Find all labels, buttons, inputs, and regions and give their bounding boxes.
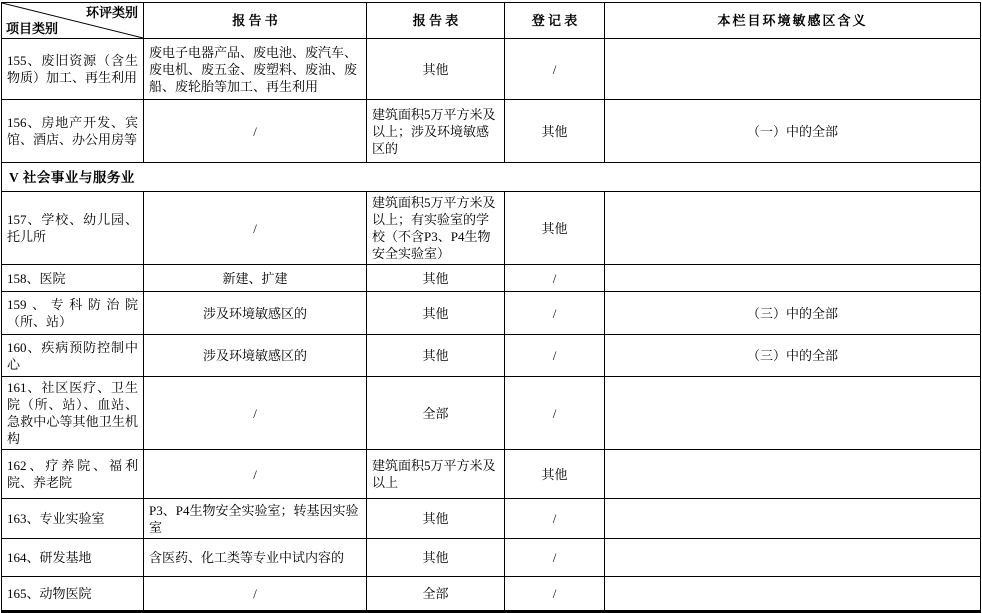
cell-category: 163、专业实验室 bbox=[2, 499, 144, 539]
cell-sensitive-area bbox=[605, 265, 981, 292]
cell-report-book: P3、P4生物安全实验室；转基因实验室 bbox=[144, 499, 367, 539]
section-header-label: V 社会事业与服务业 bbox=[2, 163, 981, 192]
cell-registration-form: 其他 bbox=[505, 100, 605, 163]
table-row bbox=[2, 100, 981, 163]
cell-category: 162、疗养院、福利院、养老院 bbox=[2, 450, 144, 499]
cell-report-book: / bbox=[144, 192, 367, 265]
table-row bbox=[2, 499, 981, 539]
cell-report-form: 其他 bbox=[367, 335, 505, 377]
cell-report-form: 其他 bbox=[367, 292, 505, 335]
cell-report-form: 建筑面积5万平方米及以上；涉及环境敏感区的 bbox=[367, 100, 505, 163]
cell-category: 165、动物医院 bbox=[2, 577, 144, 612]
cell-sensitive-area: （三）中的全部 bbox=[605, 292, 981, 335]
table-row bbox=[2, 377, 981, 450]
table-row bbox=[2, 192, 981, 265]
header-eia-category-label: 环评类别 bbox=[85, 5, 138, 20]
header-registration-form: 登 记 表 bbox=[505, 3, 605, 39]
table-row bbox=[2, 539, 981, 577]
cell-report-form: 建筑面积5万平方米及以上 bbox=[367, 450, 505, 499]
cell-registration-form: / bbox=[505, 577, 605, 612]
eia-category-table bbox=[1, 2, 981, 613]
cell-category: 155、废旧资源（含生物质）加工、再生利用 bbox=[2, 39, 144, 100]
cell-category: 157、学校、幼儿园、托儿所 bbox=[2, 192, 144, 265]
cell-registration-form: 其他 bbox=[505, 450, 605, 499]
table-row bbox=[2, 292, 981, 335]
cell-sensitive-area: （一）中的全部 bbox=[605, 100, 981, 163]
table-header-row bbox=[2, 3, 981, 39]
cell-report-form: 其他 bbox=[367, 539, 505, 577]
cell-report-form: 其他 bbox=[367, 265, 505, 292]
table-row bbox=[2, 335, 981, 377]
cell-registration-form: / bbox=[505, 499, 605, 539]
cell-report-form: 建筑面积5万平方米及以上；有实验室的学校（不含P3、P4生物安全实验室） bbox=[367, 192, 505, 265]
table-body bbox=[2, 39, 981, 612]
cell-category: 158、医院 bbox=[2, 265, 144, 292]
cell-report-form: 全部 bbox=[367, 577, 505, 612]
cell-category: 164、研发基地 bbox=[2, 539, 144, 577]
cell-report-book: / bbox=[144, 100, 367, 163]
cell-report-book: 新建、扩建 bbox=[144, 265, 367, 292]
cell-category: 161、社区医疗、卫生院（所、站）、血站、急救中心等其他卫生机构 bbox=[2, 377, 144, 450]
cell-registration-form: / bbox=[505, 335, 605, 377]
cell-sensitive-area bbox=[605, 577, 981, 612]
cell-registration-form: / bbox=[505, 265, 605, 292]
cell-report-book: 废电子电器产品、废电池、废汽车、废电机、废五金、废塑料、废油、废船、废轮胎等加工、再生利用 bbox=[144, 39, 367, 100]
header-sensitive-area-meaning: 本栏目环境敏感区含义 bbox=[605, 3, 981, 39]
cell-sensitive-area bbox=[605, 39, 981, 100]
cell-sensitive-area: （三）中的全部 bbox=[605, 335, 981, 377]
cell-sensitive-area bbox=[605, 377, 981, 450]
cell-registration-form: / bbox=[505, 39, 605, 100]
cell-report-book: 涉及环境敏感区的 bbox=[144, 335, 367, 377]
cell-sensitive-area bbox=[605, 499, 981, 539]
cell-registration-form: / bbox=[505, 292, 605, 335]
cell-registration-form: / bbox=[505, 377, 605, 450]
cell-report-book: 含医药、化工类等专业中试内容的 bbox=[144, 539, 367, 577]
cell-category: 159、专科防治院（所、站） bbox=[2, 292, 144, 335]
cell-report-book: / bbox=[144, 577, 367, 612]
header-report-form: 报 告 表 bbox=[367, 3, 505, 39]
cell-report-book: / bbox=[144, 377, 367, 450]
cell-sensitive-area bbox=[605, 450, 981, 499]
section-header-row bbox=[2, 163, 981, 192]
header-report-book: 报 告 书 bbox=[144, 3, 367, 39]
table-row bbox=[2, 577, 981, 612]
cell-sensitive-area bbox=[605, 192, 981, 265]
cell-registration-form: 其他 bbox=[505, 192, 605, 265]
cell-report-book: 涉及环境敏感区的 bbox=[144, 292, 367, 335]
cell-report-form: 其他 bbox=[367, 39, 505, 100]
cell-category: 160、疾病预防控制中心 bbox=[2, 335, 144, 377]
cell-category: 156、房地产开发、宾馆、酒店、办公用房等 bbox=[2, 100, 144, 163]
cell-report-form: 全部 bbox=[367, 377, 505, 450]
header-project-category-label: 项目类别 bbox=[6, 21, 59, 36]
cell-report-form: 其他 bbox=[367, 499, 505, 539]
cell-report-book: / bbox=[144, 450, 367, 499]
cell-sensitive-area bbox=[605, 539, 981, 577]
table-row bbox=[2, 39, 981, 100]
diagonal-header-cell bbox=[2, 3, 144, 39]
table-row bbox=[2, 450, 981, 499]
cell-registration-form: / bbox=[505, 539, 605, 577]
table-row bbox=[2, 265, 981, 292]
